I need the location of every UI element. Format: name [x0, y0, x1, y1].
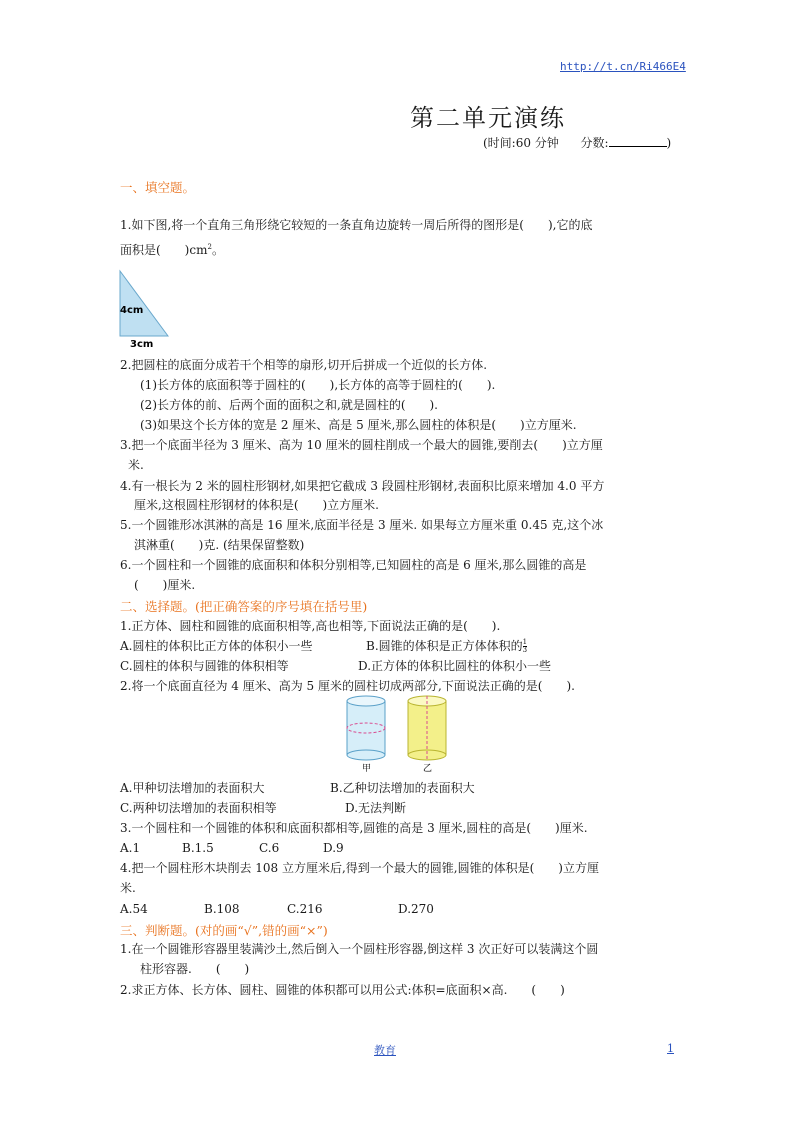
mc1-option-d: D.正方体的体积比圆柱的体积小一些 [358, 659, 552, 673]
mc3-option-c: C.6 [259, 841, 280, 855]
source-url[interactable]: http://t.cn/Ri466E4 [560, 60, 686, 73]
q5-line2: 淇淋重( )克. (结果保留整数) [134, 538, 305, 552]
mc4-option-d: D.270 [398, 902, 434, 916]
q4-line1: 4.有一根长为 2 米的圆柱形钢材,如果把它截成 3 段圆柱形钢材,表面积比原来增加 4.0 平方 [120, 479, 605, 493]
mc4-option-a: A.54 [120, 902, 148, 916]
mc3-stem: 3.一个圆柱和一个圆锥的体积和底面积都相等,圆锥的高是 3 厘米,圆柱的高是( )厘米. [120, 821, 588, 835]
mc1-option-a: A.圆柱的体积比正方体的体积小一些 [120, 639, 313, 653]
cylinder-b-label: 乙 [423, 764, 433, 773]
mc4-option-c: C.216 [287, 902, 323, 916]
cylinder-a-icon [347, 696, 385, 760]
q1-line2 [120, 239, 224, 258]
mc1-stem: 1.正方体、圆柱和圆锥的底面积相等,高也相等,下面说法正确的是( ). [120, 619, 501, 633]
q2-sub2: (2)长方体的前、后两个面的面积之和,就是圆柱的( ). [140, 398, 438, 412]
q1-end: 。 [211, 243, 224, 257]
triangle-figure [115, 268, 175, 348]
q1-sup: 2 [207, 243, 212, 251]
right-triangle-shape [120, 271, 168, 336]
section-true-false: 三、判断题。(对的画“√”,错的画“×”) [120, 923, 328, 938]
tf1-line1: 1.在一个圆锥形容器里装满沙土,然后倒入一个圆柱形容器,倒这样 3 次正好可以装满这个圆 [120, 942, 599, 956]
mc2-stem: 2.将一个底面直径为 4 厘米、高为 5 厘米的圆柱切成两部分,下面说法正确的是( ). [120, 679, 575, 693]
tf1-line2: 柱形容器. ( ) [140, 962, 250, 976]
fraction-denominator: 3 [522, 646, 528, 654]
mc2-option-a: A.甲种切法增加的表面积大 [120, 781, 265, 795]
triangle-base-label: 3cm [130, 339, 154, 348]
mc4-line2: 米. [120, 881, 136, 895]
score-blank [609, 136, 667, 147]
mc3-option-b: B.1.5 [182, 841, 214, 855]
mc2-option-d: D.无法判断 [345, 801, 407, 815]
page-number: 1 [667, 1042, 674, 1055]
page-title: 第二单元演练 [410, 104, 566, 132]
q1-line2-text: 面积是( )cm [120, 243, 208, 257]
time-text: (时间:60 分钟 [483, 136, 559, 150]
cylinder-a-label: 甲 [362, 764, 372, 773]
q6-line2: ( )厘米. [134, 578, 196, 592]
q2-sub3: (3)如果这个长方体的宽是 2 厘米、高是 5 厘米,那么圆柱的体积是( )立方厘米. [140, 418, 577, 432]
q2-line1: 2.把圆柱的底面分成若干个相等的扇形,切开后拼成一个近似的长方体. [120, 358, 488, 372]
cylinders-figure [340, 695, 460, 773]
score-label: 分数: [580, 136, 609, 150]
mc1-option-b [366, 638, 527, 654]
mc3-option-d: D.9 [323, 841, 344, 855]
q3-line2: 米. [128, 458, 144, 472]
q2-sub1: (1)长方体的底面积等于圆柱的( ),长方体的高等于圆柱的( ). [140, 378, 496, 392]
cylinder-b-icon [408, 696, 446, 760]
footer-link[interactable]: 教育 [374, 1044, 396, 1057]
section-fill-in: 一、填空题。 [120, 180, 196, 195]
mc4-line1: 4.把一个圆柱形木块削去 108 立方厘米后,得到一个最大的圆锥,圆锥的体积是( )立方厘 [120, 861, 599, 875]
mc4-option-b: B.108 [204, 902, 240, 916]
q3-line1: 3.把一个底面半径为 3 厘米、高为 10 厘米的圆柱削成一个最大的圆锥,要削去( )立方厘 [120, 438, 603, 452]
q5-line1: 5.一个圆锥形冰淇淋的高是 16 厘米,底面半径是 3 厘米. 如果每立方厘米重 0.45 克,这个冰 [120, 518, 604, 532]
close-paren: ) [666, 136, 672, 150]
mc2-option-c: C.两种切法增加的表面积相等 [120, 801, 277, 815]
q1-line1: 1.如下图,将一个直角三角形绕它较短的一条直角边旋转一周后所得的图形是( ),它的底 [120, 218, 593, 232]
one-third-fraction [523, 639, 527, 654]
q4-line2: 厘米,这根圆柱形钢材的体积是( )立方厘米. [134, 498, 379, 512]
q6-line1: 6.一个圆柱和一个圆锥的底面积和体积分别相等,已知圆柱的高是 6 厘米,那么圆锥的高是 [120, 558, 587, 572]
mc1-option-c: C.圆柱的体积与圆锥的体积相等 [120, 659, 289, 673]
fraction-numerator: 1 [522, 638, 528, 646]
exam-info [483, 134, 671, 151]
mc3-option-a: A.1 [120, 841, 141, 855]
triangle-height-label: 4cm [120, 305, 144, 316]
section-multiple-choice: 二、选择题。(把正确答案的序号填在括号里) [120, 599, 368, 614]
mc2-option-b: B.乙种切法增加的表面积大 [330, 781, 475, 795]
mc1-option-b-text: B.圆锥的体积是正方体体积的 [366, 639, 523, 653]
tf2-line1: 2.求正方体、长方体、圆柱、圆锥的体积都可以用公式:体积=底面积×高. ( ) [120, 983, 565, 997]
